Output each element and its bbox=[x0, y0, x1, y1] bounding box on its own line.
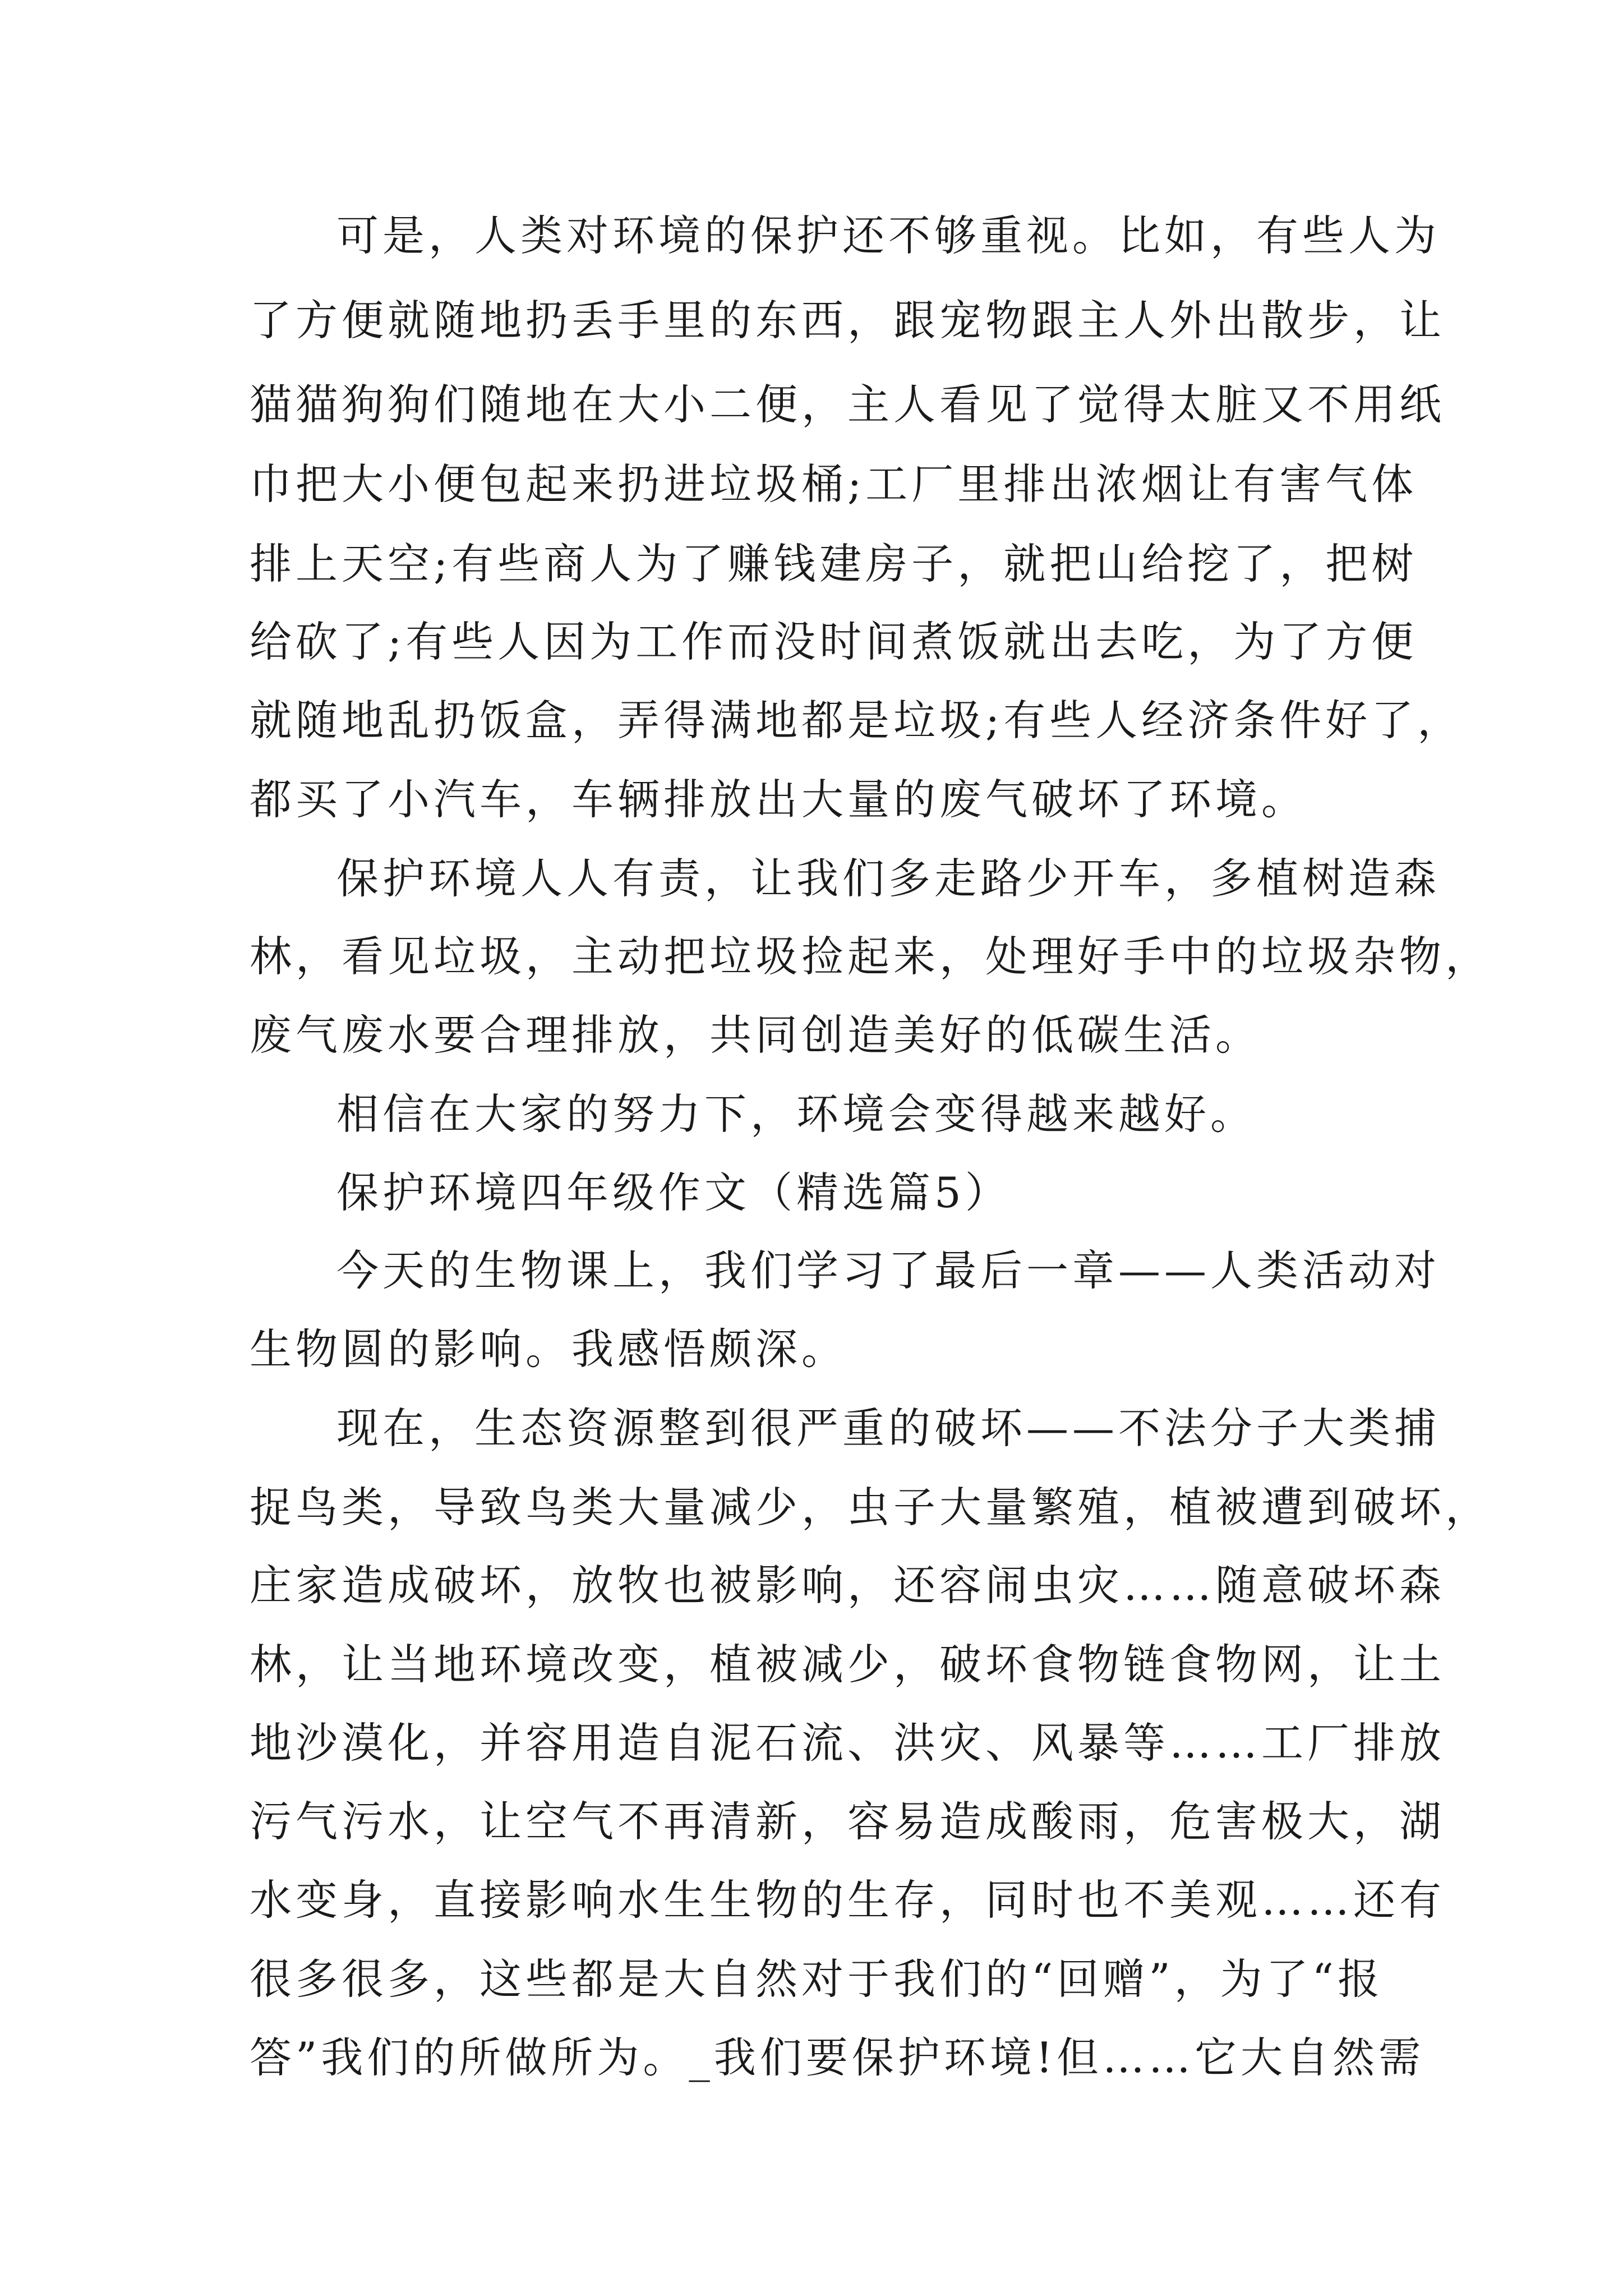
text-line: 猫猫狗狗们随地在大小二便，主人看见了觉得太脏又不用纸 bbox=[250, 380, 1446, 429]
text-line: 巾把大小便包起来扔进垃圾桶;工厂里排出浓烟让有害气体 bbox=[250, 459, 1418, 509]
text-line: 捉鸟类，导致鸟类大量减少，虫子大量繁殖，植被遭到破坏， bbox=[250, 1483, 1492, 1532]
text-line: 保护环境人人有责，让我们多走路少开车，多植树造森 bbox=[336, 854, 1441, 903]
text-line: 相信在大家的努力下，环境会变得越来越好。 bbox=[336, 1089, 1257, 1139]
text-line: 地沙漠化，并容用造自泥石流、洪灾、风暴等……工厂排放 bbox=[250, 1718, 1446, 1768]
text-line: 林，让当地环境改变，植被减少，破坏食物链食物网，让土 bbox=[250, 1640, 1446, 1689]
text-line: 可是，人类对环境的保护还不够重视。比如，有些人为 bbox=[336, 211, 1441, 260]
text-line: 今天的生物课上，我们学习了最后一章——人类活动对 bbox=[336, 1246, 1441, 1295]
text-line: 给砍了;有些人因为工作而没时间煮饭就出去吃，为了方便 bbox=[250, 617, 1418, 666]
text-line: 庄家造成破坏，放牧也被影响，还容闹虫灾……随意破坏森 bbox=[250, 1561, 1446, 1610]
text-line: 就随地乱扔饭盒，弄得满地都是垃圾;有些人经济条件好了， bbox=[250, 696, 1464, 745]
text-line: 了方便就随地扔丢手里的东西，跟宠物跟主人外出散步，让 bbox=[250, 296, 1446, 345]
text-line: 现在，生态资源整到很严重的破坏——不法分子大类捕 bbox=[336, 1404, 1441, 1453]
text-line: 废气废水要合理排放，共同创造美好的低碳生活。 bbox=[250, 1010, 1262, 1060]
text-line: 答”我们的所做所为。_我们要保护环境!但……它大自然需 bbox=[250, 2033, 1424, 2082]
section-heading: 保护环境四年级作文（精选篇5） bbox=[336, 1168, 1011, 1217]
text-line: 很多很多，这些都是大自然对于我们的“回赠”，为了“报 bbox=[250, 1954, 1384, 2004]
text-line: 污气污水，让空气不再清新，容易造成酸雨，危害极大，湖 bbox=[250, 1797, 1446, 1846]
text-line: 林，看见垃圾，主动把垃圾捡起来，处理好手中的垃圾杂物， bbox=[250, 932, 1492, 981]
text-line: 水变身，直接影响水生生物的生存，同时也不美观……还有 bbox=[250, 1875, 1446, 1925]
text-line: 都买了小汽车，车辆排放出大量的废气破坏了环境。 bbox=[250, 775, 1308, 824]
text-line: 排上天空;有些商人为了赚钱建房子，就把山给挖了，把树 bbox=[250, 539, 1418, 588]
text-line: 生物圆的影响。我感悟颇深。 bbox=[250, 1324, 848, 1374]
